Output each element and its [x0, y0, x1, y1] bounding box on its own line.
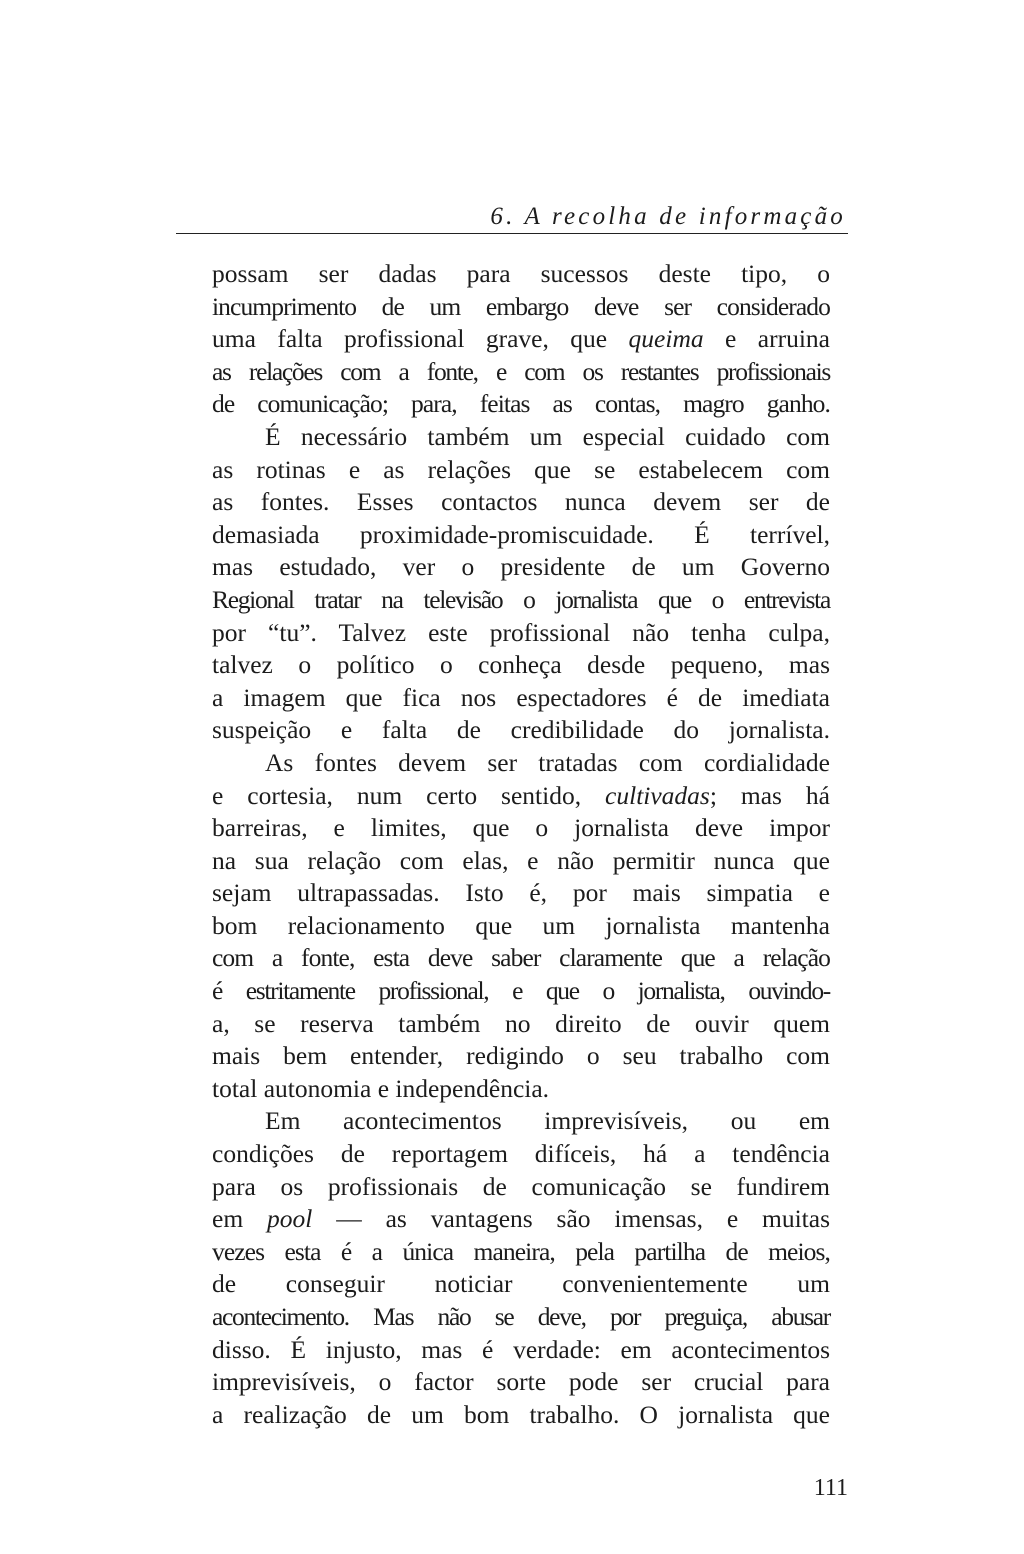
text-line-11: Regional tratar na televisão o jornalista que o entrevista	[212, 584, 830, 614]
text-line-25: mais bem entender, redigindo o seu trabalho com	[212, 1041, 830, 1071]
text-line-26: total autonomia e independência.	[212, 1073, 550, 1103]
italic-term: pool	[267, 1204, 313, 1234]
text-line-18: barreiras, e limites, que o jornalista deve impor	[212, 813, 830, 843]
text-line-10: mas estudado, ver o presidente de um Governo	[212, 552, 830, 582]
text-line-30: em pool — as vantagens são imensas, e muitas	[212, 1204, 830, 1234]
text-line-7: as rotinas e as relações que se estabelecem com	[212, 454, 830, 484]
text-line-17: e cortesia, num certo sentido, cultivadas; mas há	[212, 780, 830, 810]
text-line-28: condições de reportagem difíceis, há a tendência	[212, 1139, 830, 1169]
text-line-12: por “tu”. Talvez este profissional não tenha culpa,	[212, 617, 830, 647]
text-line-3: uma falta profissional grave, que queima e arruina	[212, 324, 830, 354]
text-line-20: sejam ultrapassadas. Isto é, por mais simpatia e	[212, 878, 830, 908]
text-line-16: As fontes devem ser tratadas com cordialidade	[265, 747, 830, 777]
text-line-33: acontecimento. Mas não se deve, por preguiça, abusar	[212, 1302, 830, 1331]
text-line-24: a, se reserva também no direito de ouvir quem	[212, 1008, 830, 1038]
italic-term: cultivadas	[605, 780, 710, 810]
text-line-8: as fontes. Esses contactos nunca devem ser de	[212, 487, 830, 517]
text-line-14: a imagem que fica nos espectadores é de imediata	[212, 682, 830, 712]
text-line-27: Em acontecimentos imprevisíveis, ou em	[265, 1106, 830, 1136]
text-line-13: talvez o político o conheça desde pequeno, mas	[212, 650, 830, 680]
italic-term: queima	[628, 324, 704, 354]
text-line-29: para os profissionais de comunicação se fundirem	[212, 1171, 830, 1201]
running-header-title: 6. A recolha de informação	[490, 203, 846, 230]
page-number: 111	[813, 1475, 848, 1501]
text-line-15: suspeição e falta de credibilidade do jornalista.	[212, 715, 830, 745]
text-line-4: as relações com a fonte, e com os restantes profissionais	[212, 356, 830, 386]
text-line-34: disso. É injusto, mas é verdade: em acontecimentos	[212, 1334, 830, 1364]
text-line-19: na sua relação com elas, e não permitir nunca que	[212, 845, 830, 875]
text-line-31: vezes esta é a única maneira, pela partilha de meios,	[212, 1236, 830, 1266]
text-line-5: de comunicação; para, feitas as contas, magro ganho.	[212, 389, 830, 419]
body-text	[212, 258, 830, 1431]
text-line-36: a realização de um bom trabalho. O jornalista que	[212, 1399, 830, 1429]
text-line-22: com a fonte, esta deve saber claramente que a relação	[212, 943, 830, 973]
text-line-6: É necessário também um especial cuidado com	[265, 421, 830, 451]
text-line-35: imprevisíveis, o factor sorte pode ser crucial para	[212, 1367, 830, 1397]
text-line-21: bom relacionamento que um jornalista mantenha	[212, 910, 830, 940]
text-line-23: é estritamente profissional, e que o jornalista, ouvindo-	[212, 976, 830, 1006]
running-header	[176, 201, 848, 234]
text-line-2: incumprimento de um embargo deve ser considerado	[212, 291, 830, 321]
text-line-9: demasiada proximidade-promiscuidade. É terrível,	[212, 519, 830, 549]
text-line-1: possam ser dadas para sucessos deste tipo, o	[212, 259, 830, 288]
text-line-32: de conseguir noticiar convenientemente um	[212, 1269, 830, 1299]
